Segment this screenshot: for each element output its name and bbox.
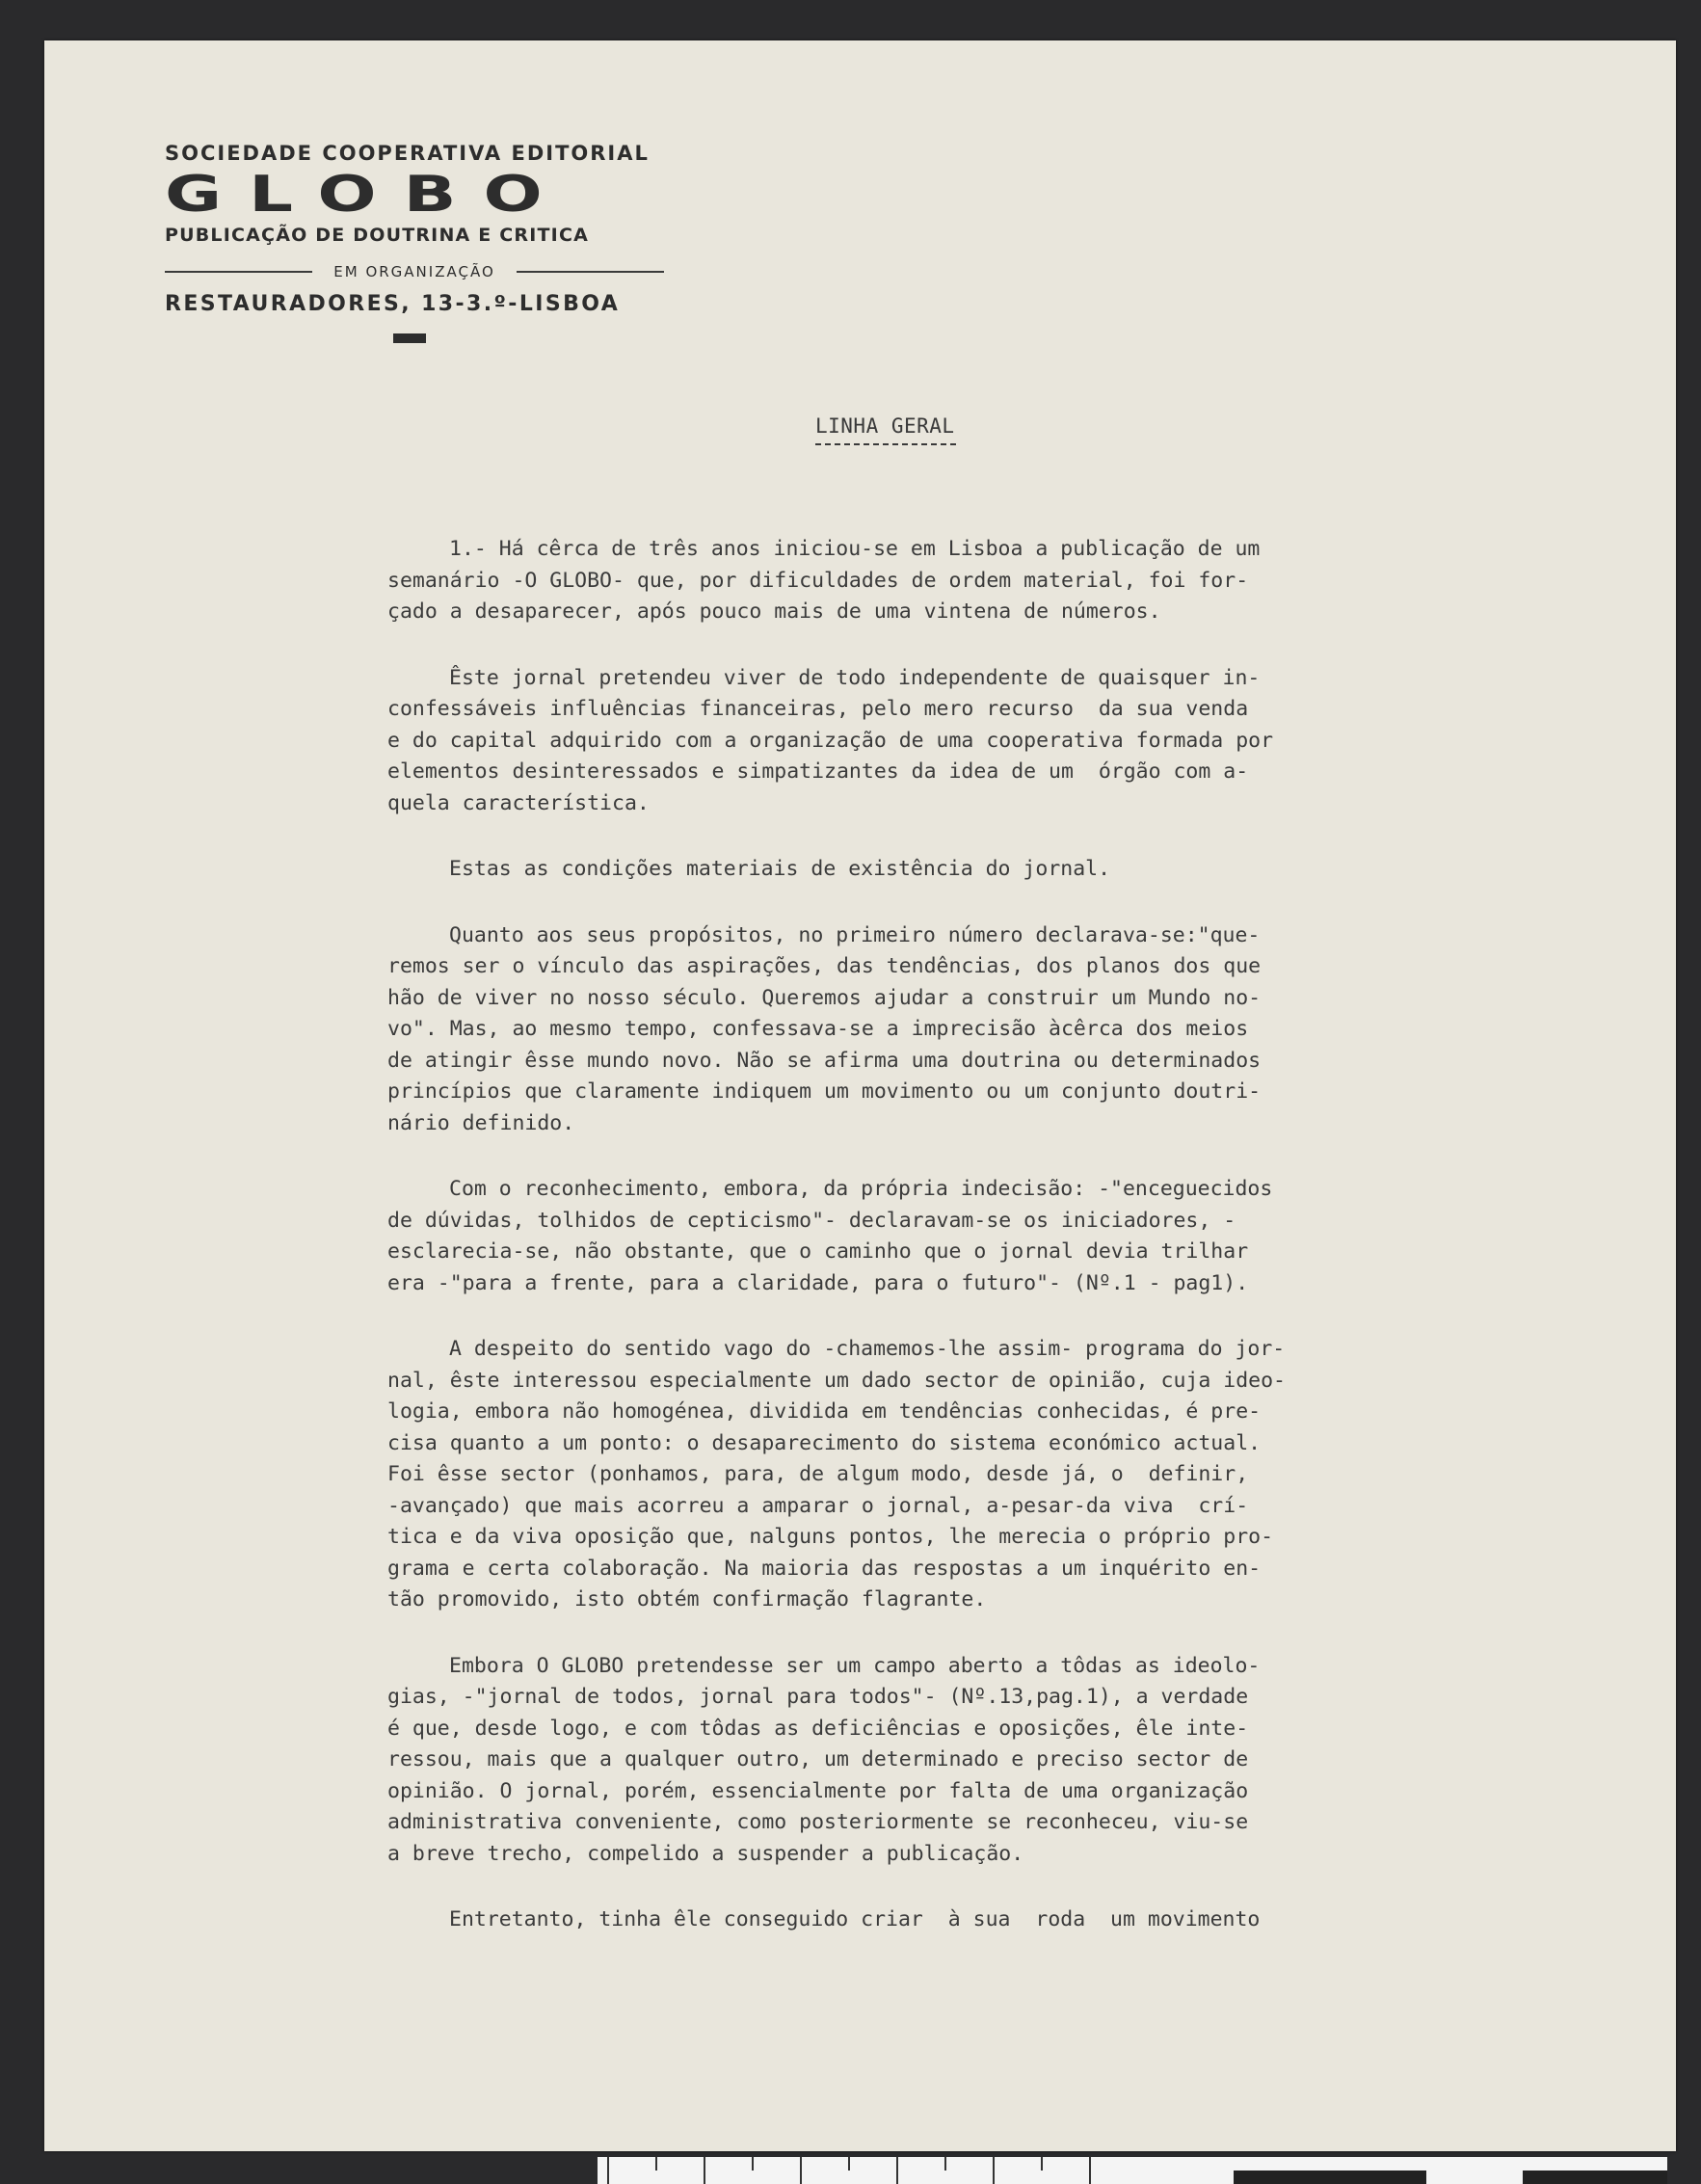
title-underline [815,443,956,445]
ruler-tick [607,2157,609,2184]
text-line: opinião. O jornal, porém, essencialmente por falta de uma organização [387,1778,1249,1803]
ruler-tick [896,2157,898,2184]
letterhead-publication: PUBLICAÇÃO DE DOUTRINA E CRITICA [165,225,589,246]
text-line: tão promovido, isto obtém confirmação flagrante. [387,1587,987,1611]
document-body [387,534,1544,1971]
letterhead-address: RESTAURADORES, 13-3.º-LISBOA [165,292,621,316]
text-line: vo". Mas, ao mesmo tempo, confessava-se a imprecisão àcêrca dos meios [387,1017,1249,1041]
text-line: a breve trecho, compelido a suspender a publicação. [387,1841,1024,1866]
text-line: nal, êste interessou especialmente um dado sector de opinião, cuja ideo- [387,1368,1286,1393]
text-line: 1.- Há cêrca de três anos iniciou-se em Lisboa a publicação de um [449,537,1261,561]
text-line: elementos desinteressados e simpatizantes da idea de um órgão com a- [387,759,1249,784]
letterhead [165,142,666,343]
letterhead-status: EM ORGANIZAÇÃO [333,263,495,280]
text-line: Estas as condições materiais de existência do jornal. [449,857,1111,881]
text-line: é que, desde logo, e com tôdas as deficiências e oposições, êle inte- [387,1716,1249,1741]
ruler-tick [848,2157,850,2171]
text-line: esclarecia-se, não obstante, que o caminho que o jornal devia trilhar [387,1239,1249,1264]
paragraph [387,1174,1544,1299]
text-line: remos ser o vínculo das aspirações, das tendências, dos planos dos que [387,954,1262,978]
text-line: semanário -O GLOBO- que, por dificuldades de ordem material, foi for- [387,568,1249,593]
text-line: A despeito do sentido vago do -chamemos-lhe assim- programa do jor- [449,1337,1286,1361]
divider-left [165,271,312,273]
text-line: era -"para a frente, para a claridade, para o futuro"- (Nº.1 - pag1). [387,1270,1249,1295]
letterhead-bar [393,333,426,343]
ruler-tick [655,2157,657,2171]
text-line: Entretanto, tinha êle conseguido criar à sua roda um movimento [449,1907,1261,1931]
text-line: nário definido. [387,1110,575,1135]
text-line: çado a desaparecer, após pouco mais de uma vintena de números. [387,599,1161,624]
ruler-tick [704,2157,705,2184]
ruler-tick [1041,2157,1043,2171]
text-line: hão de viver no nosso século. Queremos ajudar a construir um Mundo no- [387,985,1262,1010]
text-line: Êste jornal pretendeu viver de todo independente de quaisquer in- [449,665,1261,690]
text-line: Quanto aos seus propósitos, no primeiro número declarava-se:"que- [449,922,1261,947]
text-line: confessáveis influências financeiras, pelo mero recurso da sua venda [387,697,1249,721]
ruler-tick [752,2157,754,2171]
text-line: Foi êsse sector (ponhamos, para, de algum modo, desde já, o definir, [387,1462,1249,1486]
document-title: LINHA GERAL [815,414,955,438]
paragraph [387,1904,1544,1936]
paragraph [387,854,1544,886]
text-line: quela característica. [387,790,650,815]
text-line: e do capital adquirido com a organização de uma cooperativa formada por [387,728,1274,753]
ruler-tick [800,2157,802,2184]
letterhead-society: SOCIEDADE COOPERATIVA EDITORIAL [165,142,650,165]
text-line: ressou, mais que a qualquer outro, um determinado e preciso sector de [387,1747,1249,1771]
ruler-tick [993,2157,995,2184]
text-line: grama e certa colaboração. Na maioria das respostas a um inquérito en- [387,1556,1262,1581]
paragraph [387,534,1544,628]
paragraph [387,1334,1544,1616]
letterhead-name: GLOBO [165,164,570,224]
document-page [44,40,1676,2151]
text-line: Com o reconhecimento, embora, da própria indecisão: -"enceguecidos [449,1177,1273,1201]
divider-right [517,271,664,273]
ruler-block [1234,2171,1426,2184]
ruler-tick [1089,2157,1091,2184]
text-line: gias, -"jornal de todos, jornal para todos"- (Nº.13,pag.1), a verdade [387,1685,1249,1709]
paragraph [387,1651,1544,1871]
text-line: logia, embora não homogénea, dividida em tendências conhecidas, é pre- [387,1399,1262,1424]
text-line: de dúvidas, tolhidos de cepticismo"- declaravam-se os iniciadores, - [387,1208,1236,1233]
text-line: Embora O GLOBO pretendesse ser um campo aberto a tôdas as ideolo- [449,1653,1261,1678]
text-line: princípios que claramente indiquem um movimento ou um conjunto doutri- [387,1079,1262,1104]
text-line: cisa quanto a um ponto: o desaparecimento do sistema económico actual. [387,1430,1262,1455]
ruler-block [1523,2171,1667,2184]
paragraph [387,663,1544,820]
scale-ruler [598,2157,1667,2184]
text-line: de atingir êsse mundo novo. Não se afirma uma doutrina ou determinados [387,1048,1262,1073]
text-line: -avançado) que mais acorreu a amparar o jornal, a-pesar-da viva crí- [387,1493,1249,1518]
letterhead-status-row [165,263,664,280]
paragraph [387,920,1544,1140]
ruler-tick [944,2157,946,2171]
text-line: tica e da viva oposição que, nalguns pontos, lhe merecia o próprio pro- [387,1525,1274,1549]
text-line: administrativa conveniente, como posteriormente se reconheceu, viu-se [387,1810,1249,1834]
